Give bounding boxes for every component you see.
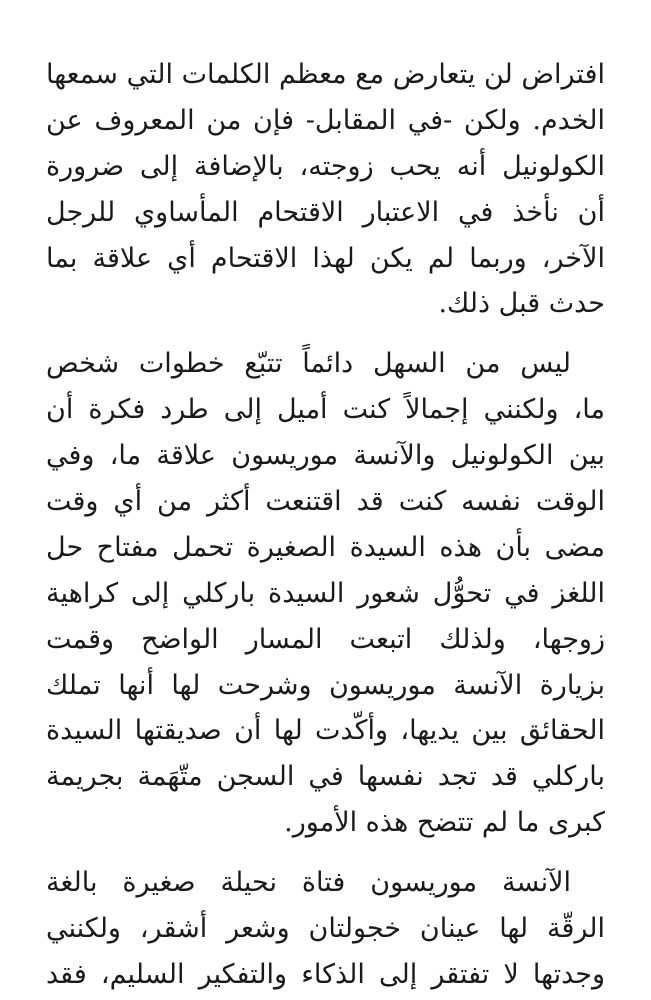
text-line: باركلي قد تجد نفسها في السجن متّهَمة بجريمة: [46, 761, 605, 793]
paragraph-1: [46, 52, 605, 327]
text-line: الرقّة لها عينان خجولتان وشعر أشقر، ولكنني: [46, 913, 605, 945]
text-line: وجدتها لا تفتقر إلى الذكاء والتفكير السليم، فقد: [46, 958, 605, 990]
text-line: الآخر، وربما لم يكن لهذا الاقتحام أي علاقة بما: [46, 242, 605, 274]
text-line: ما، ولكنني إجمالاً كنت أميل إلى طرد فكرة أن: [46, 394, 605, 426]
text-line: الكولونيل أنه يحب زوجته، بالإضافة إلى ضرورة: [46, 150, 605, 182]
text-line: بين الكولونيل والآنسة موريسون علاقة ما، وفي: [46, 440, 605, 472]
text-line: الخدم. ولكن -في المقابل- فإن من المعروف عن: [46, 104, 605, 136]
text-line: حدث قبل ذلك.: [438, 288, 605, 320]
text-line: الحقائق بين يديها، وأكّدت لها أن صديقتها السيدة: [46, 715, 605, 747]
text-line: كبرى ما لم تتضح هذه الأمور.: [284, 807, 605, 839]
text-line: اللغز في تحوُّل شعور السيدة باركلي إلى كراهية: [46, 577, 605, 609]
paragraph-3: [46, 860, 605, 998]
text-line: زوجها، ولذلك اتبعت المسار الواضح وقمت: [46, 623, 605, 655]
text-line: مضى بأن هذه السيدة الصغيرة تحمل مفتاح حل: [46, 531, 605, 563]
text-line: الآنسة موريسون فتاة نحيلة صغيرة بالغة: [46, 867, 571, 899]
text-line: بزيارة الآنسة موريسون وشرحت لها أنها تملك: [46, 669, 605, 701]
text-line: افتراض لن يتعارض مع معظم الكلمات التي سمعها: [46, 59, 605, 90]
text-line: ليس من السهل دائماً تتبّع خطوات شخص: [46, 348, 571, 380]
text-line: أن نأخذ في الاعتبار الاقتحام المأساوي للرجل: [46, 196, 605, 228]
text-line: الوقت نفسه كنت قد اقتنعت أكثر من أي وقت: [46, 486, 605, 518]
paragraph-2: [46, 341, 605, 846]
